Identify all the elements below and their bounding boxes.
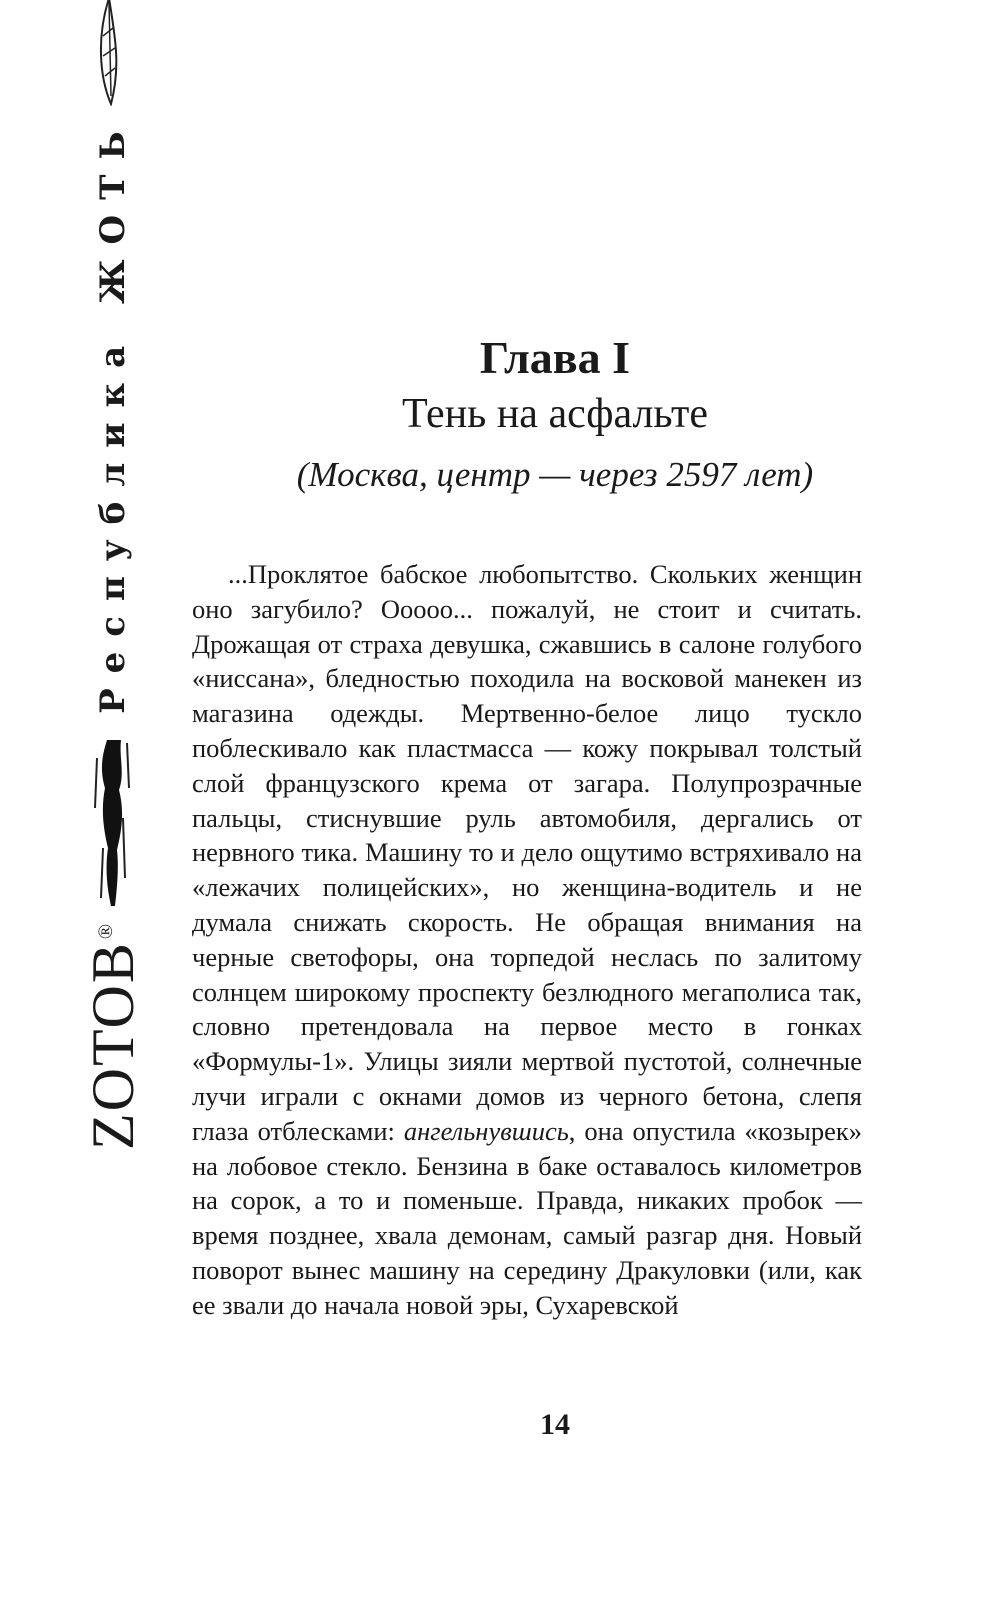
page-number: 14 — [540, 1408, 570, 1441]
ink-brush-stroke-icon — [81, 738, 146, 908]
quill-icon — [91, 0, 136, 106]
series-title: Республика ЖОТЬ — [93, 116, 133, 714]
body-text-part1: ...Проклятое бабское любопытство. Скольких женщин оно загубило? Ооооо... пожалуй, не стоит и считать. Дрожащая от страха девушка, сжавшись в салоне голубого «ниссана», бледностью походила на восковой манекен из магазина одежды. Мертвенно-белое лицо тускло поблескивало как пластмасса — кожу покрывал толстый слой французского крема от загара. Полупрозрачные пальцы, стиснувшие руль автомобиля, дергались от нервного тика. Машину то и дело ощутимо встряхивало на «лежачих полицейских», но женщина-водитель и не думала снижать скорость. Не обращая внимания на черные светофоры, она торпедой неслась по залитому солнцем широкому проспекту безлюдного мегаполиса так, словно претендовала на первое место в гонках «Формулы-1». Улицы зияли мертвой пустотой, солнечные лучи играли с окнами домов из черного бетона, слепя глаза отблесками: — [192, 559, 862, 1146]
registered-mark: ® — [95, 921, 117, 940]
body-paragraph — [192, 557, 862, 1323]
chapter-title: Тень на асфальте — [402, 391, 708, 438]
chapter-number: Глава I — [479, 332, 631, 383]
chapter-heading — [230, 330, 880, 496]
body-text-part2: , она опустила «козырек» на лобовое стекло. Бензина в баке оставалось километров на сорок, а то и поменьше. Правда, никаких пробок — время позднее, хвала демонам, самый разгар дня. Новый поворот вынес машину на середину Дракуловки (или, как ее звали до начала новой эры, Сухаревской — [192, 1115, 862, 1320]
chapter-subtitle: (Москва, центр — через 2597 лет) — [296, 454, 814, 494]
author-name: ZOTOB® — [80, 921, 146, 1150]
spine-header — [58, 116, 168, 1150]
body-text-italic: ангельнувшись — [403, 1115, 569, 1146]
